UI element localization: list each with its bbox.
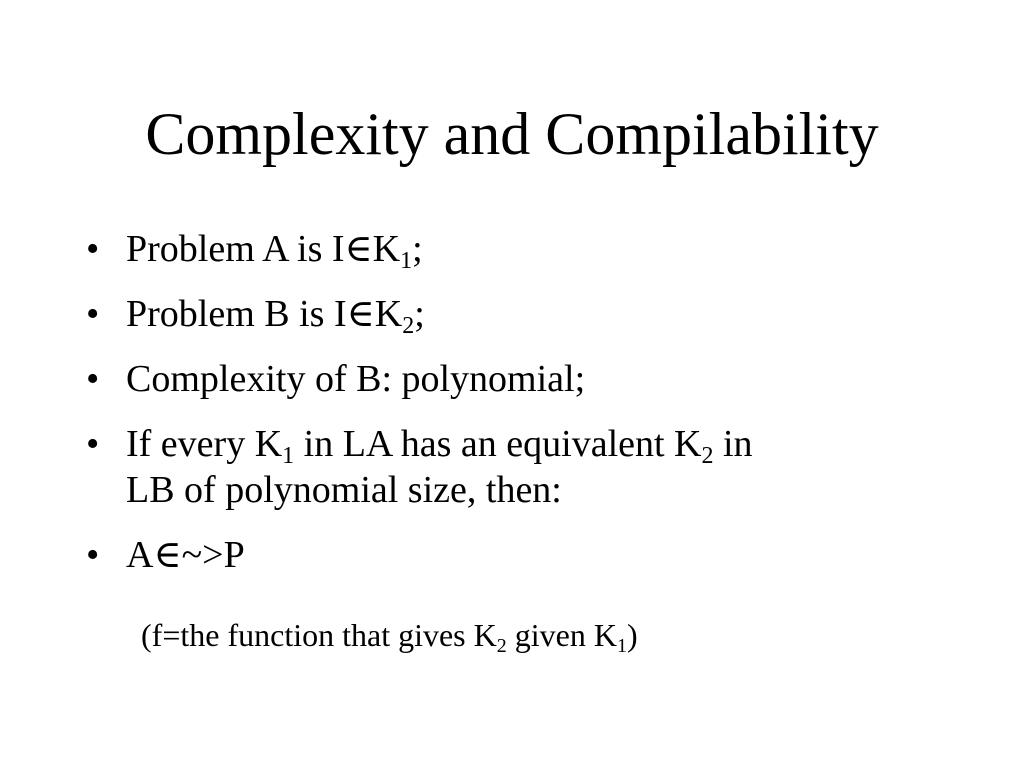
- bullet-tail: ;: [412, 228, 423, 270]
- subscript: 2: [701, 443, 714, 469]
- k-symbol: K: [374, 293, 403, 335]
- bullet-marker: •: [86, 293, 100, 335]
- bullet-item-a-in-p: [86, 532, 946, 578]
- element-of-symbol: ∈: [346, 293, 375, 335]
- slide-title: Complexity and Compilability: [145, 101, 879, 167]
- bullet-item-problem-a: [86, 226, 946, 272]
- note-text: given K: [506, 617, 617, 653]
- bullet-text: A: [126, 534, 154, 576]
- element-of-symbol: ∈: [344, 228, 373, 270]
- bullet-item-if-every: [86, 421, 946, 513]
- bullet-text: If every K: [126, 423, 283, 465]
- subscript: 1: [282, 443, 295, 469]
- bullet-item-problem-b: [86, 291, 946, 337]
- note-text: (f=the function that gives K: [141, 617, 497, 653]
- bullet-line-2: LB of polynomial size, then:: [126, 469, 562, 511]
- function-note: [141, 615, 638, 655]
- bullet-marker: •: [86, 358, 100, 400]
- subscript: 2: [496, 635, 507, 657]
- bullet-marker: •: [86, 534, 100, 576]
- bullet-list: [86, 226, 946, 597]
- subscript: 1: [616, 635, 627, 657]
- bullet-text: in: [713, 423, 753, 465]
- bullet-text: in LA has an equivalent K: [294, 423, 702, 465]
- element-of-symbol: ∈: [153, 534, 182, 576]
- bullet-text: Problem A is I: [126, 228, 345, 270]
- note-text: ): [626, 617, 638, 653]
- bullet-line-1: [126, 421, 946, 467]
- bullet-item-complexity: [86, 356, 946, 402]
- k-symbol: K: [372, 228, 401, 270]
- subscript: 1: [400, 248, 413, 274]
- bullet-text: Problem B is I: [126, 293, 347, 335]
- bullet-marker: •: [86, 228, 100, 270]
- bullet-tail: ;: [414, 293, 425, 335]
- bullet-marker: •: [86, 423, 100, 465]
- subscript: 2: [402, 313, 415, 339]
- bullet-text: ~>P: [181, 534, 245, 576]
- bullet-text: Complexity of B: polynomial;: [126, 358, 586, 400]
